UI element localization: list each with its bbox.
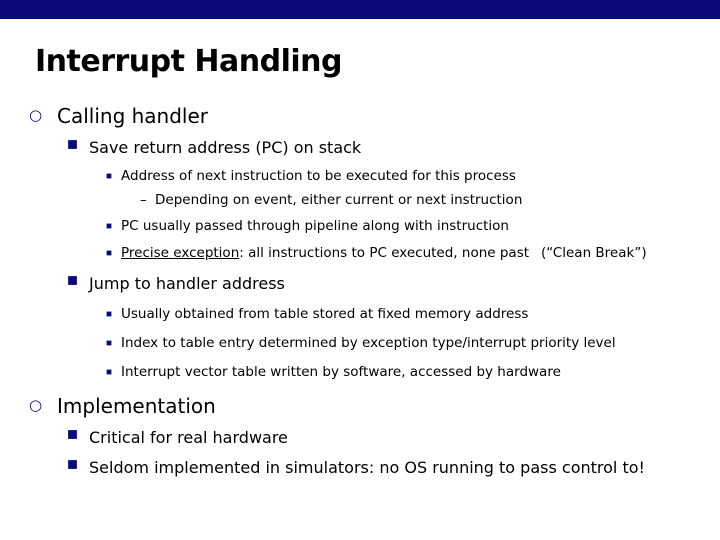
bullet-address-next-instruction [121, 168, 516, 184]
bullet-text: Interrupt vector table written by software, accessed by hardware [121, 364, 561, 380]
square-bullet-icon [106, 369, 112, 375]
ring-bullet-icon: ○ [29, 106, 43, 124]
bullet-text: Seldom implemented in simulators: no OS running to pass control to! [89, 458, 645, 477]
precise-exception-term: Precise exception [121, 245, 240, 261]
square-bullet-icon [67, 139, 78, 150]
ring-bullet-icon: ○ [29, 396, 43, 414]
square-bullet-icon [67, 429, 78, 440]
bullet-text: Depending on event, either current or next instruction [155, 192, 523, 208]
bullet-interrupt-vector-table [121, 364, 561, 380]
bullet-text: Calling handler [57, 104, 209, 128]
bullet-precise-exception [121, 245, 647, 261]
bullet-text: Jump to handler address [89, 274, 285, 293]
bullet-critical-real-hardware [89, 428, 288, 447]
square-bullet-icon [106, 311, 112, 317]
clean-break-note: (“Clean Break”) [541, 245, 647, 261]
bullet-implementation [29, 394, 216, 418]
bullet-text: Index to table entry determined by exception type/interrupt priority level [121, 335, 616, 351]
bullet-jump-handler [89, 274, 285, 293]
bullet-depending-on-event [140, 192, 523, 208]
title-bar-strip [0, 0, 720, 19]
bullet-text: : all instructions to PC executed, none past [239, 245, 530, 261]
square-bullet-icon [106, 340, 112, 346]
bullet-save-return-address [89, 138, 361, 157]
bullet-seldom-implemented [89, 458, 645, 477]
bullet-usually-obtained [121, 306, 528, 322]
bullet-text: Save return address (PC) on stack [89, 138, 362, 157]
square-bullet-icon [106, 250, 112, 256]
slide-title: Interrupt Handling [35, 44, 342, 79]
bullet-text: Usually obtained from table stored at fixed memory address [121, 306, 529, 322]
square-bullet-icon [106, 223, 112, 229]
square-bullet-icon [67, 459, 78, 470]
bullet-text: Address of next instruction to be executed for this process [121, 168, 516, 184]
square-bullet-icon [106, 173, 112, 179]
square-bullet-icon [67, 275, 78, 286]
bullet-text: Critical for real hardware [89, 428, 288, 447]
bullet-index-table-entry [121, 335, 616, 351]
dash-bullet-icon: – [140, 192, 147, 208]
bullet-text: PC usually passed through pipeline along with instruction [121, 218, 509, 234]
bullet-text: Implementation [57, 394, 216, 418]
bullet-pc-pipeline [121, 218, 509, 234]
bullet-calling-handler [29, 104, 209, 128]
